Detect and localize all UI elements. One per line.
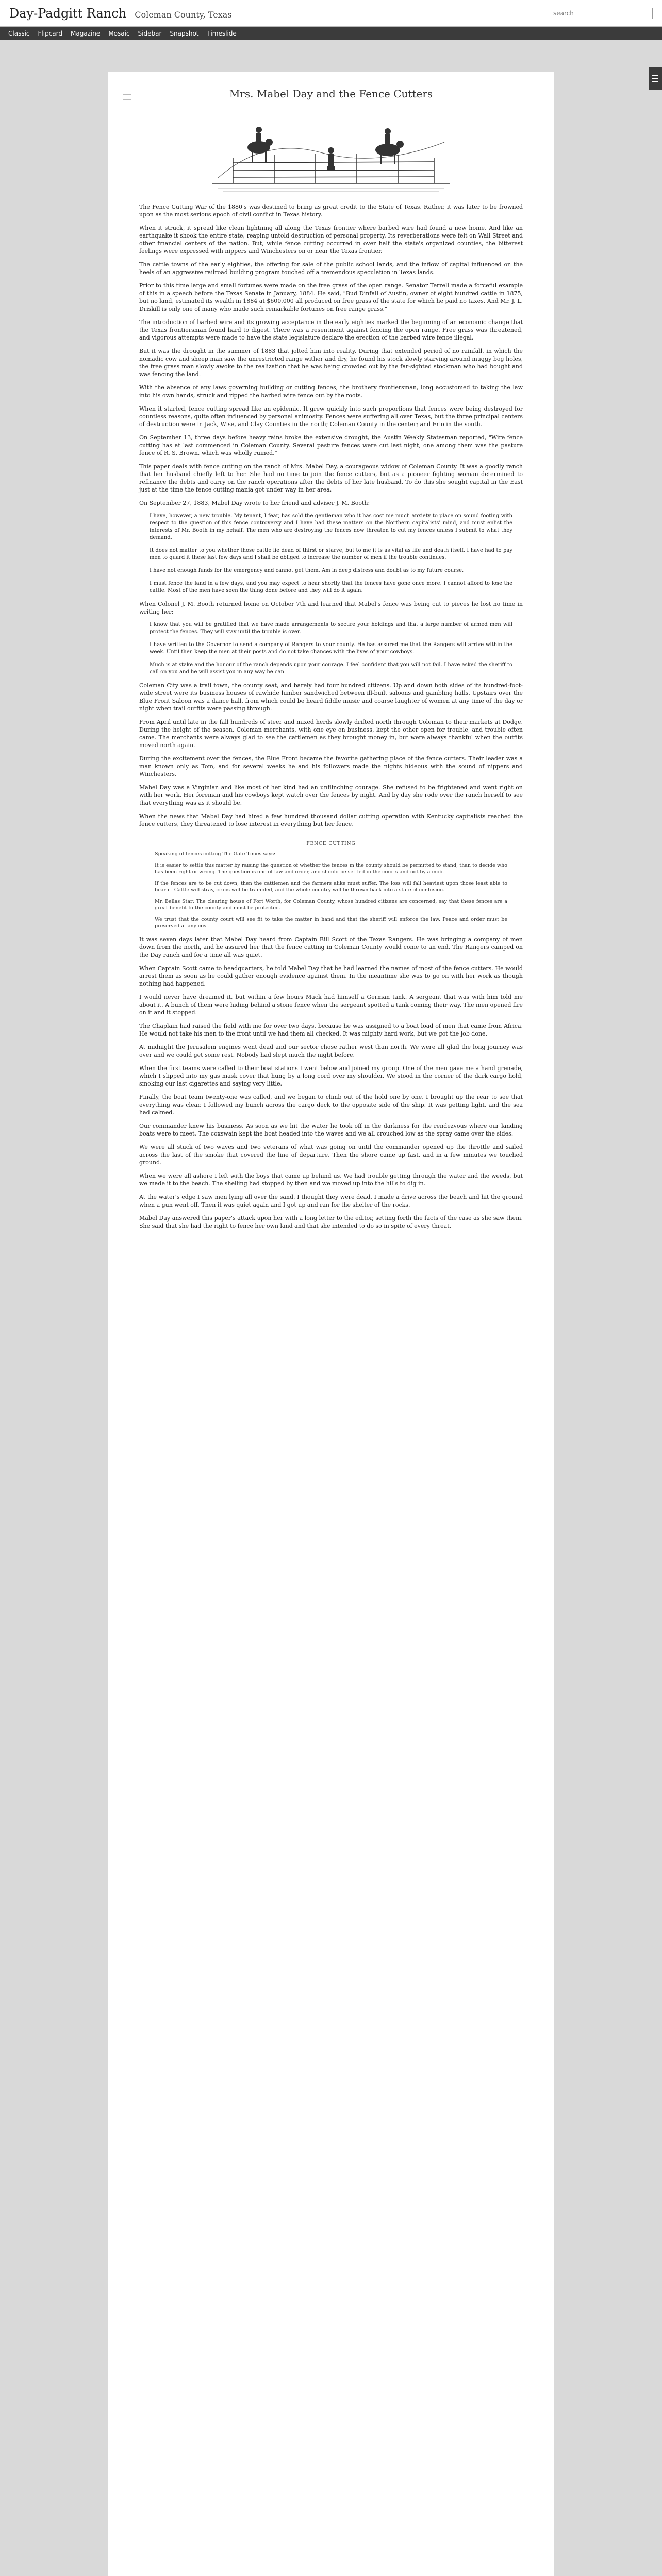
nav-item-classic[interactable]: Classic [8,30,30,37]
letter-quote: It does not matter to you whether those cattle lie dead of thirst or starve, but to me it is as vital as life and death itself. I have had to pay men to guard it these last few days and I shall be obliged to increase the number of men if the trouble continues. [150,548,512,561]
paragraph: On September 27, 1883, Mabel Day wrote to her friend and adviser J. M. Booth: [139,500,370,506]
paragraph: From April until late in the fall hundreds of steer and mixed herds slowly drifted north through Coleman to their markets at Dodge. During the height of the season, Coleman merchants, with one eye on business, kept the other open for trouble, and trouble often came. The merchants were always glad to see the cattlemen as they brought money in, but were always thankful when the outfits moved north again. [139,719,523,749]
paragraph: When it started, fence cutting spread like an epidemic. It grew quickly into such proportions that fences were being destroyed for countless reasons, quite often influenced by personal animosity. Fences were suffering all over Texas, but the three principal centers of destruction were in Jack, Wise, and Clay Counties in the north; Coleman County in the center; and Frio in the south. [139,405,523,428]
menu-icon [652,74,658,83]
clipping-paragraph: It is easier to settle this matter by raising the question of whether the fences in the county should be permitted to stand, than to decide who has been right or wrong. The question is one of law and order, and should be settled in the courts and not by a mob. [155,862,507,875]
nav-item-snapshot[interactable]: Snapshot [170,30,199,37]
paragraph: When the news that Mabel Day had hired a few hundred thousand dollar cutting operation with Kentucky capitalists reached the fence cutters, they threatened to lose interest in everything but her fence. [139,813,523,827]
search-input[interactable] [550,8,653,19]
paragraph: At the water's edge I saw men lying all over the sand. I thought they were dead. I made a drive across the beach and hit the ground when a gun went off. Then it was quiet again and I got up and ran for the shelter of the rocks. [139,1194,523,1208]
site-tagline: Coleman County, Texas [135,9,232,20]
top-bar [0,0,662,27]
view-nav [0,27,662,40]
paragraph: When Captain Scott came to headquarters, he told Mabel Day that he had learned the names of most of the fence cutters. He would arrest them as soon as he could gather enough evidence against them. In the meantime she was to go on with her work as though nothing had happened. [139,965,523,987]
paragraph: The introduction of barbed wire and its growing acceptance in the early eighties marked the beginning of an economic change that the Texas frontiersman found hard to digest. There was a resentment against fencing the open range. Free grass was threatened, and vigorous attempts were made to have the state legislature declare the erection of the barbed wire fence illegal. [139,319,523,341]
site-name[interactable]: Day-Padgitt Ranch [9,6,127,21]
clipping-heading: FENCE CUTTING [306,841,356,846]
letter-quote: I have written to the Governor to send a company of Rangers to your county. He has assured me that the Rangers will arrive within the week. Until then keep the men at their posts and do not take chances with the lives of your cowboys. [150,642,512,655]
nav-item-flipcard[interactable]: Flipcard [38,30,62,37]
paragraph: When the first teams were called to their boat stations I went below and joined my group. One of the men gave me a hand grenade, which I slipped into my gas mask cover that hung by a long cord over my shoulder. We stood in the corner of the dark cargo hold, smoking our last cigarettes and saying very little. [139,1065,523,1087]
paragraph: When Colonel J. M. Booth returned home on October 7th and learned that Mabel's fence was being cut to pieces he lost no time in writing her: [139,601,523,615]
nav-item-timeslide[interactable]: Timeslide [207,30,237,37]
paragraph: When we were all ashore I left with the boys that came up behind us. We had trouble getting through the water and the weeds, but we made it to the beach. The shelling had stopped by then and we moved up into the hills to dig in. [139,1173,523,1187]
paragraph: The cattle towns of the early eighties, the offering for sale of the public school lands, and the inflow of capital influenced on the heels of an aggressive railroad building program touched off a tremendous speculation in Texas lands. [139,261,523,276]
paragraph: Mabel Day was a Virginian and like most of her kind had an unflinching courage. She refused to be frightened and went right on with her work. Her foreman and his cowboys kept watch over the fences by night. And by day she rode over the ranch herself to see that everything was as it should be. [139,784,523,806]
paragraph: We were all stuck of two waves and two veterans of what was going on until the commander opened up the throttle and sailed across the last of the smoke that covered the line of departure. Then the shore came up fast, and in a few minutes we touched ground. [139,1144,523,1166]
paragraph: Our commander knew his business. As soon as we hit the water he took off in the darkness for the rendezvous where our landing boats were to meet. The coxswain kept the boat headed into the waves and we all crouched low as the spray came over the sides. [139,1123,523,1137]
paragraph: At midnight the Jerusalem engines went dead and our sector chose rather west than north. We were all glad the long journey was over and we could get some rest. Nobody had slept much the night before. [139,1044,523,1058]
paragraph: The Fence Cutting War of the 1880's was destined to bring as great credit to the State of Texas. Rather, it was later to be frowned upon as the most serious epoch of civil conflict in Texas history. [139,204,523,218]
letter-quote: I know that you will be gratified that we have made arrangements to secure your holdings and that a large number of armed men will protect the fences. They will stay until the trouble is over. [150,622,512,635]
paragraph: The Chaplain had raised the field with me for over two days, because he was assigned to a boat load of men that came from Africa. He would not take his men to the front until we had them all checked. It was mighty hard work, but we got the job done. [139,1023,523,1037]
letter-quote: I have not enough funds for the emergency and cannot get them. Am in deep distress and doubt as to my future course. [150,568,464,573]
paragraph: Prior to this time large and small fortunes were made on the free grass of the open range. Senator Terrell made a forceful example of this in a speech before the Texas Senate in January, 1884. He said, "Bud Dinfall of Austin, owner of eight hundred cattle in 1875, but no land, estimated its wealth in 1884 at $600,000 all produced on free grass of the state for which he paid no taxes. And Mr. J. L. Driskill is only one of many who made such remarkable fortunes on free range grass." [139,282,523,312]
paragraph: It was seven days later that Mabel Day heard from Captain Bill Scott of the Texas Rangers. He was bringing a company of men down from the north, and he assured her that the fence cutting in Coleman County would come to an end. The Rangers camped on the Day ranch and for a time all was quiet. [139,936,523,958]
paragraph: During the excitement over the fences, the Blue Front became the favorite gathering place of the fence cutters. Their leader was a man known only as Tom, and for several weeks he and his followers made the nights hideous with the sound of nippers and Winchesters. [139,755,523,777]
nav-item-mosaic[interactable]: Mosaic [108,30,130,37]
site-title[interactable] [9,6,231,21]
share-icon[interactable] [120,87,136,110]
fence-cutters-illustration [202,106,460,194]
post-body [108,72,554,2576]
clipping-paragraph: Speaking of fences cutting The Gate Times says: [155,851,276,857]
post-title[interactable]: Mrs. Mabel Day and the Fence Cutters [229,88,433,100]
paragraph: Coleman City was a trail town, the county seat, and barely had four hundred citizens. Up and down both sides of its hundred-foot-wide street were its business houses of rawhide lumber sandwiched between ill-built saloons and gambling halls. Upstairs over the Blue Front Saloon was a dance hall, from which could be heard fiddle music and coarse laughter of women at any time of the day or night when trail outfits were passing through. [139,682,523,712]
letter-quote: I must fence the land in a few days, and you may expect to hear shortly that the fences have gone once more. I cannot afford to lose the cattle. Most of the men have seen the thing done before and they will do it again. [150,581,512,594]
nav-item-sidebar[interactable]: Sidebar [138,30,162,37]
paragraph: On September 13, three days before heavy rains broke the extensive drought, the Austin Weekly Statesman reported, "Wire fence cutting has at last commenced in Coleman County. Several pasture fences were cut last night, one among them was the pasture fence of R. S. Brown, which was wholly ruined." [139,434,523,456]
paragraph: I would never have dreamed it, but within a few hours Mack had himself a German tank. A sergeant that was with him told me about it. A bunch of them were hiding behind a stone fence when the sergeant spotted a tank coming their way. The men opened fire on it and it stopped. [139,994,523,1016]
gadget-menu-button[interactable] [649,67,662,90]
paragraph: This paper deals with fence cutting on the ranch of Mrs. Mabel Day, a courageous widow of Coleman County. It was a goodly ranch that her husband chiefly left to her. She had no time to join the fence cutters, but as a pioneer fighting woman determined to refinance the debts and carry on the ranch operations after the debts of her late husband. To do this she sought capital in the East just at the time the fence cutting mania got under way in her area. [139,463,523,493]
newspaper-clipping [139,834,523,929]
nav-item-magazine[interactable]: Magazine [71,30,101,37]
letter-quote: Much is at stake and the honour of the ranch depends upon your courage. I feel confident that you will not fail. I have asked the sheriff to call on you and he will assist you in any way he can. [150,662,512,675]
paragraph: With the absence of any laws governing building or cutting fences, the brothery frontiersman, long accustomed to taking the law into his own hands, struck and ripped the barbed wire fence out by the roots. [139,384,523,399]
paragraph: But it was the drought in the summer of 1883 that jolted him into reality. During that extended period of no rainfall, in which the nomadic cow and sheep man saw the unrestricted range wither and dry, he found his stock slowly starving around muggy bog holes, the free grass man slowly awoke to the realization that he was being crowded out by the far-sighted stockman who had bought and was fencing the land. [139,348,523,378]
clipping-paragraph: If the fences are to be cut down, then the cattlemen and the farmers alike must suffer. The loss will fall heaviest upon those least able to bear it. Cattle will stray, crops will be trampled, and the whole country will be thrown back into a state of confusion. [155,880,507,893]
paragraph: When it struck, it spread like clean lightning all along the Texas frontier where barbed wire had found a new home. And like an earthquake it shook the entire state, reaping untold destruction of personal property. Its reverberations were felt on Wall Street and other financial centers of the nation. But, while fence cutting occurred in over half the state's organized counties, the bitterest feelings were expressed with nippers and Winchesters on or near the Texas frontier. [139,225,523,255]
clipping-paragraph: We trust that the county court will see fit to take the matter in hand and that the sheriff will enforce the law. Peace and order must be preserved at any cost. [155,917,507,929]
clipping-paragraph: Mr. Bellas Star: The clearing house of Fort Worth, for Coleman County, whose hundred citizens are concerned, say that these fences are a great benefit to the county and must be protected. [155,899,507,911]
paragraph: Finally, the boat team twenty-one was called, and we began to climb out of the hold one by one. I brought up the rear to see that everything was clear. I followed my bunch across the cargo deck to the opposite side of the ship. It was getting light, and the sea had calmed. [139,1094,523,1116]
paragraph: Mabel Day answered this paper's attack upon her with a long letter to the editor, setting forth the facts of the case as she saw them. She said that she had the right to fence her own land and that she intended to do so in spite of every threat. [139,1215,523,1229]
letter-quote: I have, however, a new trouble. My tenant, I fear, has sold the gentleman who it has cost me much anxiety to place on sound footing with respect to the question of this fence controversy and I have had these matters on the Northern capitalists' mind, and must enlist the interests of Mr. Booth in my behalf. The men who are destroying the fences now threaten to cut my fences unless I submit to what they demand. [150,513,512,540]
